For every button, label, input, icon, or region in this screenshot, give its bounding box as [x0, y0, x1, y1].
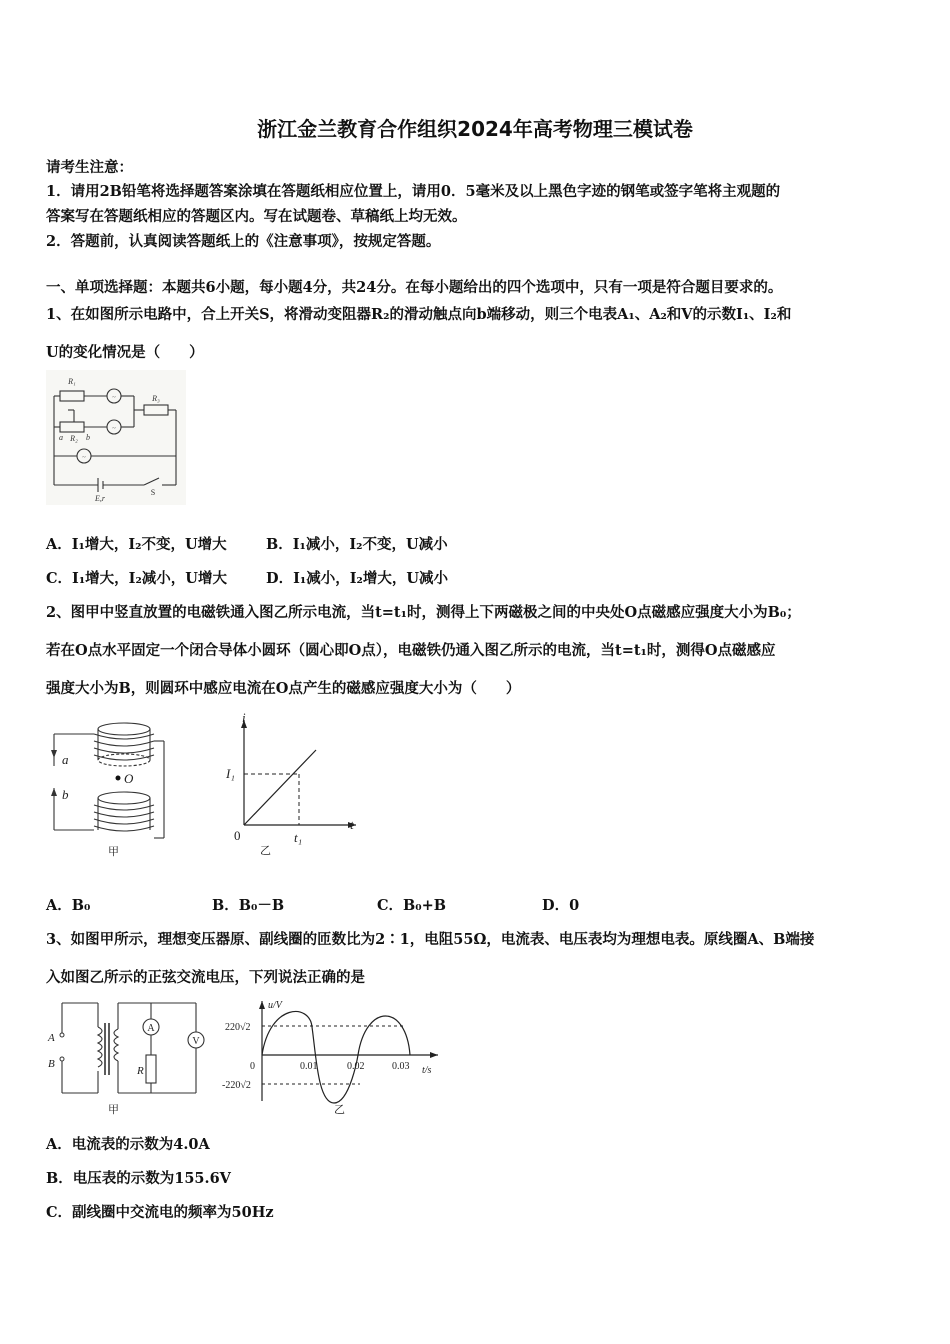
q2-caption-yi: 乙 — [260, 845, 271, 857]
q1-stem-line1: 1、在如图所示电路中，合上开关S，将滑动变阻器R₂的滑动触点向b端移动，则三个电表A₁、A₂和V的示数I₁、I₂和 — [46, 306, 792, 323]
q3-label-top: 220√2 — [225, 1022, 251, 1033]
q3-sine-wave — [262, 1012, 410, 1103]
q1-label-r2: R₂ — [70, 434, 78, 443]
q3-axis-t: t/s — [422, 1065, 432, 1076]
q2-electromagnet-figure — [46, 708, 176, 858]
q2-label-i1: I₁ — [226, 766, 235, 781]
q1-option-c: C．I₁增大，I₂减小，U增大 — [46, 570, 227, 587]
q3-voltmeter: V — [192, 1036, 200, 1047]
q3-transformer-figure — [46, 995, 216, 1120]
q3-stem-line2: 入如图乙所示的正弦交流电压，下列说法正确的是 — [46, 969, 365, 986]
q3-label-a-terminal: A — [48, 1032, 55, 1044]
notice-item1-line1: 1．请用2B铅笔将选择题答案涂填在答题纸相应位置上，请用0．5毫米及以上黑色字迹的钢笔或签字笔将主观题的 — [46, 183, 781, 200]
notice-item1-line2: 答案写在答题纸相应的答题区内。写在试题卷、草稿纸上均无效。 — [46, 208, 467, 225]
q2-axis-t: t — [350, 817, 354, 832]
q2-stem-line2: 若在O点水平固定一个闭合导体小圆环（圆心即O点），电磁铁仍通入图乙所示的电流，当t=t₁时，测得O点磁感应 — [46, 642, 776, 659]
q2-label-zero: 0 — [234, 828, 241, 843]
q3-voltage-graph — [220, 995, 445, 1120]
q3-label-zero: 0 — [250, 1061, 255, 1072]
q2-current-line — [244, 750, 316, 825]
q1-stem-line2: U的变化情况是（ ） — [46, 344, 204, 361]
q2-label-b: b — [62, 787, 69, 802]
q2-current-graph — [224, 708, 370, 858]
q3-label-bottom: -220√2 — [222, 1080, 251, 1091]
q3-option-a: A．电流表的示数为4.0A — [46, 1136, 210, 1153]
q2-option-d: D．0 — [542, 897, 580, 914]
q2-stem-line3: 强度大小为B，则圆环中感应电流在O点产生的磁感应强度大小为（ ） — [46, 680, 521, 697]
q1-label-b: b — [86, 433, 90, 442]
q3-ammeter: A — [147, 1023, 155, 1034]
section-heading: 一、单项选择题：本题共6小题，每小题4分，共24分。在每小题给出的四个选项中，只有一项是符合题目要求的。 — [46, 279, 783, 296]
q1-label-s: S — [150, 488, 156, 497]
q3-stem-line1: 3、如图甲所示，理想变压器原、副线圈的匝数比为2∶1，电阻55Ω，电流表、电压表均为理想电表。原线圈A、B端接 — [46, 931, 815, 948]
q3-option-c: C．副线圈中交流电的频率为50Hz — [46, 1204, 274, 1221]
q3-caption-yi: 乙 — [334, 1104, 345, 1116]
q3-option-b: B．电压表的示数为155.6V — [46, 1170, 231, 1187]
q2-option-a: A．B₀ — [46, 897, 91, 914]
q2-label-a: a — [62, 752, 69, 767]
q2-option-c: C．B₀+B — [377, 897, 447, 914]
q3-tick-002: 0.02 — [347, 1061, 365, 1072]
q2-caption-jia: 甲 — [108, 846, 119, 858]
page-title: 浙江金兰教育合作组织2024年高考物理三模试卷 — [257, 117, 693, 141]
q3-label-b-terminal: B — [48, 1058, 55, 1070]
q1-label-er: E,r — [95, 494, 105, 503]
q1-option-d: D．I₁减小，I₂增大，U减小 — [266, 570, 448, 587]
q3-caption-jia: 甲 — [108, 1104, 119, 1116]
svg-text:~: ~ — [112, 426, 116, 432]
q3-axis-u: u/V — [268, 1000, 282, 1011]
q3-tick-003: 0.03 — [392, 1061, 410, 1072]
q2-option-b: B．B₀－B — [212, 897, 285, 914]
q1-label-a: a — [59, 433, 63, 442]
notice-heading: 请考生注意： — [46, 159, 133, 176]
svg-text:~: ~ — [82, 455, 86, 461]
q2-label-t1: t₁ — [294, 830, 303, 845]
q1-option-a: A．I₁增大，I₂不变，U增大 — [46, 536, 227, 553]
q1-label-r3: R₃ — [152, 394, 160, 403]
q2-label-o: O — [124, 771, 134, 786]
q2-stem-line1: 2、图甲中竖直放置的电磁铁通入图乙所示电流，当t=t₁时，测得上下两磁极之间的中央处O点磁感应强度大小为B₀； — [46, 604, 801, 621]
q1-label-r1: R₁ — [68, 377, 76, 386]
q1-circuit-figure — [46, 370, 186, 505]
svg-text:~: ~ — [112, 395, 116, 401]
q1-option-b: B．I₁减小，I₂不变，U减小 — [266, 536, 448, 553]
q3-tick-001: 0.01 — [300, 1061, 318, 1072]
q3-label-r: R — [137, 1065, 144, 1077]
q2-axis-i: i — [242, 710, 246, 725]
notice-item2: 2．答题前，认真阅读答题纸上的《注意事项》，按规定答题。 — [46, 233, 441, 250]
